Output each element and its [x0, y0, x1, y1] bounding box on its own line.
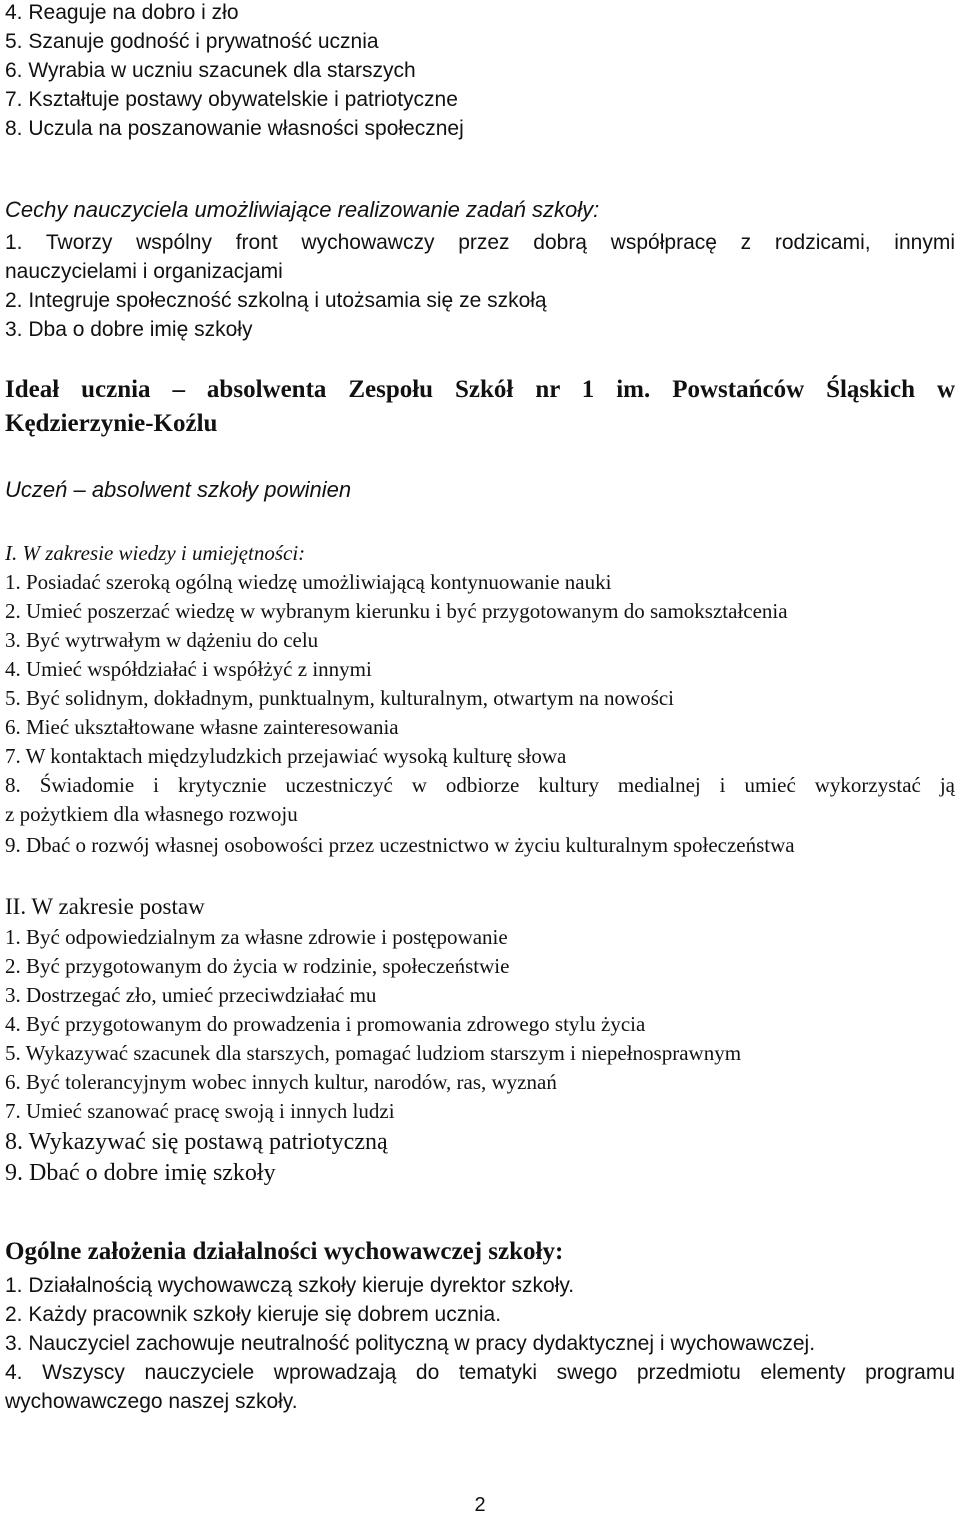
list-item: 1. Być odpowiedzialnym za własne zdrowie i postępowanie [5, 925, 508, 949]
list-item: 5. Wykazywać szacunek dla starszych, pomagać ludziom starszym i niepełnosprawnym [5, 1041, 742, 1065]
list-item: 3. Być wytrwałym w dążeniu do celu [5, 628, 319, 652]
list-item: 3. Nauczyciel zachowuje neutralność polityczną w pracy dydaktycznej i wychowawczej. [5, 1332, 816, 1355]
list-item: nauczycielami i organizacjami [5, 260, 283, 283]
list-item: 6. Być tolerancyjnym wobec innych kultur, narodów, ras, wyznań [5, 1070, 557, 1094]
list-item: z pożytkiem dla własnego rozwoju [5, 802, 298, 826]
list-item: 9. Dbać o rozwój własnej osobowości przez uczestnictwo w życiu kulturalnym społeczeństwa [5, 833, 795, 857]
list-item: 6. Wyrabia w uczniu szacunek dla starszych [5, 59, 416, 82]
teacher-heading: Cechy nauczyciela umożliwiające realizowanie zadań szkoły: [5, 197, 600, 222]
list-item: 1. Tworzy wspólny front wychowawczy przez dobrą współpracę z rodzicami, innymi [5, 231, 955, 254]
list-item: 4. Wszyscy nauczyciele wprowadzają do tematyki swego przedmiotu elementy programu [5, 1361, 955, 1384]
list-item: 6. Mieć ukształtowane własne zainteresowania [5, 715, 399, 739]
list-item: 5. Być solidnym, dokładnym, punktualnym, kulturalnym, otwartym na nowości [5, 686, 675, 710]
list-item: 1. Posiadać szeroką ogólną wiedzę umożliwiającą kontynuowanie nauki [5, 570, 612, 594]
list-item: 8. Świadomie i krytycznie uczestniczyć w odbiorze kultury medialnej i umieć wykorzystać ją [5, 773, 955, 797]
knowledge-heading: I. W zakresie wiedzy i umiejętności: [5, 541, 306, 565]
attitudes-heading: II. W zakresie postaw [5, 894, 205, 919]
list-item: 7. Umieć szanować pracę swoją i innych ludzi [5, 1099, 395, 1123]
ideal-title-cont: Kędzierzynie-Koźlu [5, 410, 218, 437]
list-item: 7. Kształtuje postawy obywatelskie i patriotyczne [5, 88, 458, 111]
list-item: 9. Dbać o dobre imię szkoły [5, 1160, 276, 1186]
list-item: 8. Uczula na poszanowanie własności społecznej [5, 117, 464, 140]
list-item: 4. Umieć współdziałać i współżyć z innymi [5, 657, 372, 681]
ideal-subtitle: Uczeń – absolwent szkoły powinien [5, 477, 352, 502]
list-item: wychowawczego naszej szkoły. [5, 1390, 298, 1413]
list-item: 2. Być przygotowanym do życia w rodzinie, społeczeństwie [5, 954, 510, 978]
ideal-title: Ideał ucznia – absolwenta Zespołu Szkół nr 1 im. Powstańców Śląskich w [5, 376, 955, 403]
list-item: 2. Integruje społeczność szkolną i utożsamia się ze szkołą [5, 289, 547, 312]
list-item: 3. Dostrzegać zło, umieć przeciwdziałać mu [5, 983, 377, 1007]
list-item: 7. W kontaktach międzyludzkich przejawiać wysoką kulturę słowa [5, 744, 567, 768]
list-item: 3. Dba o dobre imię szkoły [5, 318, 253, 341]
list-item: 1. Działalnością wychowawczą szkoły kieruje dyrektor szkoły. [5, 1274, 575, 1297]
general-heading: Ogólne założenia działalności wychowawczej szkoły: [5, 1238, 564, 1265]
list-item: 5. Szanuje godność i prywatność ucznia [5, 30, 379, 53]
list-item: 8. Wykazywać się postawą patriotyczną [5, 1129, 388, 1155]
list-item: 2. Każdy pracownik szkoły kieruje się dobrem ucznia. [5, 1303, 502, 1326]
list-item: 2. Umieć poszerzać wiedzę w wybranym kierunku i być przygotowanym do samokształcenia [5, 599, 788, 623]
list-item: 4. Reaguje na dobro i zło [5, 1, 239, 24]
page-number: 2 [474, 1494, 486, 1516]
list-item: 4. Być przygotowanym do prowadzenia i promowania zdrowego stylu życia [5, 1012, 646, 1036]
